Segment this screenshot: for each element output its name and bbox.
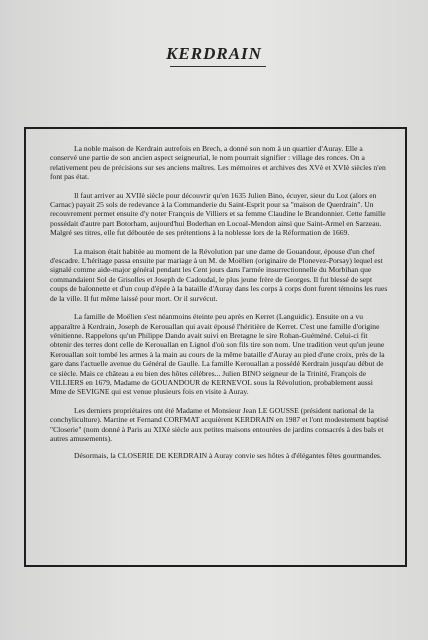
title-underline xyxy=(170,66,266,67)
paragraph-5: Les derniers propriétaires ont été Madame et Monsieur Jean LE GOUSSE (président national de la conchyliculture). Martine et Fernand CORFMAT acquièrent KERDRAIN en 1987 et l'ont modestement baptisé "Closerie" (nom donné à Paris au XIXè siècle aux petites maisons entourées de jardins consacrés à des bals et autres amusements). xyxy=(50,405,389,443)
paragraph-3: La maison était habitée au moment de la Révolution par une dame de Gouandour, épouse d'un chef d'escadre. L'héritage passa ensuite par mariage à un M. de Moëlien (originaire de Plonevez-Porsay) lequel est signalé comme aide-major général pendant les Cent jours dans l'armée insurrectionnelle du Morbihan que commandaient Sol de Grisolles et Joseph de Cadoudal, le plus jeune frère de Georges. Il fut blessé de sept coups de baïonnette et d'un coup d'épée à la bataille d'Auray dans les corps à corps dont furent témoins les rues de la ville. Il fut même laissé pour mort. Or il survécut. xyxy=(50,246,388,303)
paragraph-2: Il faut arriver au XVIIè siècle pour découvrir qu'en 1635 Julien Bino, écuyer, sieur du Loz (alors en Carnac) payait 25 sols de redevance à la Commanderie du Saint-Esprit pour sa "maison de Querdrain". Un recouvrement permet ensuite d'y noter François de Villiers et sa femme Claudine le Brandonnier. Cette famille possédait d'autre part Botorham, aujourd'hui Boderhan en Locoal-Mendon ainsi que Saint-Armel en Sarzeau. Malgré ses titres, elle fut déboutée de ses prétentions à la noblesse lors de la Réformation de 1669. xyxy=(50,190,386,238)
paragraph-6: Désormais, la CLOSERIE DE KERDRAIN à Auray convie ses hôtes à d'élégantes fêtes gourmandes. xyxy=(74,451,382,461)
document-body xyxy=(50,144,390,470)
paragraph-1: La noble maison de Kerdrain autrefois en Brech, a donné son nom à un quartier d'Auray. Elle a conservé une partie de son ancien aspect seigneurial, le nom pourrait signifier : village des ronces. On a relativement peu de précisions sur ses anciens maîtres. Les mémoires et archives des XVè et XVIè siècles n'en font pas état. xyxy=(50,144,386,182)
paragraph-4: La famille de Moëlien s'est néanmoins éteinte peu après en Kerret (Languidic). Ensuite on a vu apparaître à Kerdrain, Joseph de Kerouallan qui avait épousé l'héritière de Kerret. C'est une famille d'origine vénitienne. Rappelons qu'un Philippe Dando avait suivi en Bretagne le sire Rohan-Guéméné. Celui-ci fit obtenir des terres dont celle de Kerouallan en Lignol d'où son fils tire son nom. Une tradition veut qu'un jeune Kerouallan soit tombé les armes à la main au cours de la même bataille d'Auray au pied d'une croix, près de la gare dans l'actuelle avenue du Général de Gaulle. La famille Kerouallan a possédé Kerdrain jusqu'au début de ce siècle. Mais ce château a eu bien des hôtes célèbres... Julien BINO seigneur de la Trinité, François de VILLIERS en 1679, Madame de GOUANDOUR de KERNEVOL sous la Révolution, probablement aussi Mme de SEVIGNE qui est venue plusieurs fois en visite à Auray. xyxy=(50,312,385,397)
document-title: KERDRAIN xyxy=(166,44,262,63)
